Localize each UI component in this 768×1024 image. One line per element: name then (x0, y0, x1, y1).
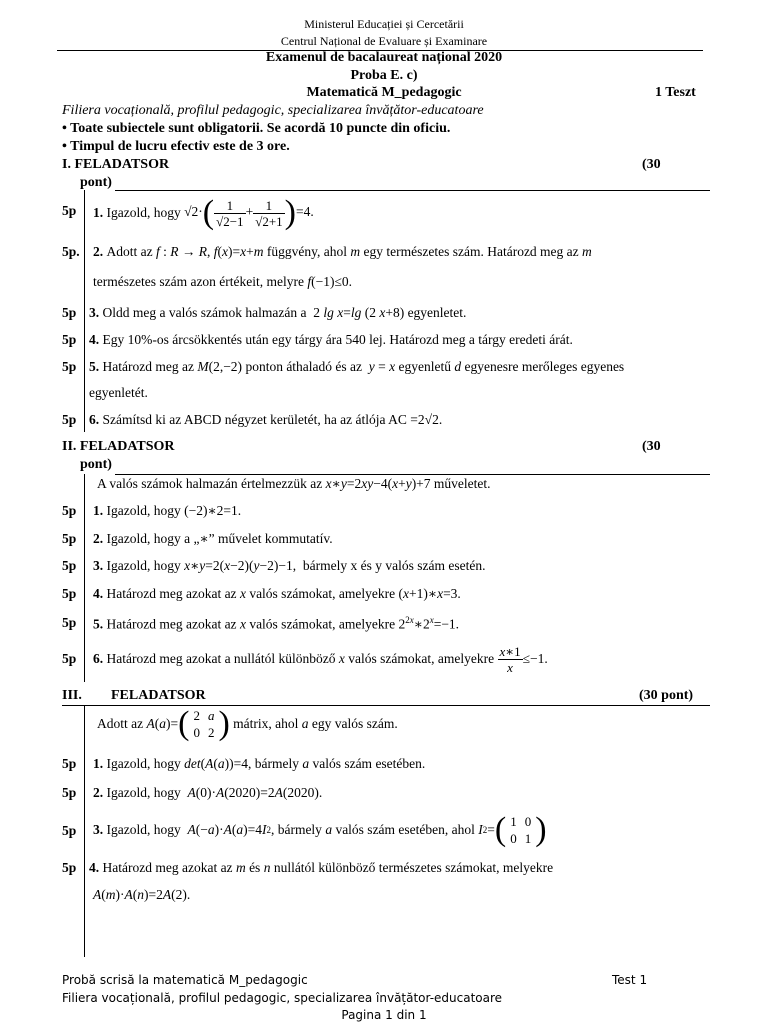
filiera-line: Filiera vocațională, profilul pedagogic, specializarea învățător-educatoare (62, 103, 484, 118)
section1-points-unit: pont) (80, 175, 112, 190)
pts-3-3: 5p (62, 823, 77, 838)
section3-title-num: III. (62, 688, 82, 703)
center-line: Centrul Național de Evaluare și Examinare (280, 34, 488, 48)
pts-2-6: 5p (62, 651, 77, 666)
item-2-4: 4. Határozd meg azokat az x valós számokat, amelyekre (x+1)∗x=3. (93, 586, 461, 601)
item-2-6: 6. Határozd meg azokat a nullától különböző x valós számokat, amelyekre $\frac{x∗1}{x}$ ≤−1. (93, 643, 548, 675)
section2-points-unit: pont) (80, 457, 112, 472)
rule-time: • Timpul de lucru efectiv este de 3 ore. (62, 139, 290, 154)
footer-page: Pagina 1 din 1 (341, 1008, 427, 1022)
item-1-2: 2. Adott az f : R → R, f(x)=x+m függvény, ahol m egy természetes szám. Határozd meg az m (93, 244, 592, 259)
item-2-5: 5. Határozd meg azokat az x valós számokat, amelyekre $2^{2x}∗2^x=-1$. (93, 615, 460, 632)
section2-rule (115, 474, 710, 475)
pts-3-2: 5p (62, 785, 77, 800)
section3-title: FELADATSOR (111, 688, 206, 703)
footer-line1: Probă scrisă la matematică M_pedagogic (62, 973, 308, 987)
pts-2-3: 5p (62, 558, 77, 573)
section3-margin (84, 705, 85, 957)
exam-title: Examenul de bacalaureat național 2020 (265, 50, 503, 65)
pts-3-4: 5p (62, 860, 77, 875)
test-label: 1 Teszt (655, 85, 696, 100)
item-1-5: 5. Határozd meg az M(2,−2) ponton áthaladó és az y = x egyenletű d egyenesre merőleges egyenes (89, 359, 625, 374)
pts-3-1: 5p (62, 756, 77, 771)
pts-1-1: 5p (62, 203, 77, 218)
item-1-1: 1. Igazold, hogy √2·( $\frac{1}{√2-1}$ + $\frac{1}{√2+1}$ )=4. (93, 194, 314, 231)
section2-points: (30 (642, 439, 661, 454)
subject-title: Matematică M_pedagogic (306, 85, 462, 100)
item-3-3: 3. Igazold, hogy A (− a )· A ( a )=4 I 2 , bármely a valós szám esetében, ahol I 2 = ( 1 0 0 1 ) (93, 811, 547, 848)
item-3-1: 1. Igazold, hogy det(A(a))=4, bármely a valós szám esetében. (93, 756, 426, 771)
item-3-4: 4. Határozd meg azokat az m és n nullától különböző természetes számokat, melyekre (89, 860, 554, 875)
item-1-2-cont: természetes szám azon értékeit, melyre f(−1)≤0. (93, 274, 353, 289)
pts-1-2: 5p. (62, 244, 80, 259)
pts-2-2: 5p (62, 531, 77, 546)
item-1-6: 6. Számítsd ki az ABCD négyzet kerületét, ha az átlója AC =2√2. (89, 412, 443, 427)
item-2-1: 1. Igazold, hogy (−2)∗2=1. (93, 503, 242, 518)
pts-2-5: 5p (62, 615, 77, 630)
pts-1-3: 5p (62, 305, 77, 320)
section2-intro: A valós számok halmazán értelmezzük az x∗y=2xy−4(x+y)+7 műveletet. (97, 476, 491, 491)
expr-1-1: √2·( $\frac{1}{√2-1}$ + $\frac{1}{√2+1}$ )=4. (184, 194, 314, 231)
section1-points: (30 (642, 157, 661, 172)
item-3-4-cont: A(m)·A(n)=2A(2). (93, 887, 191, 902)
footer-test: Test 1 (612, 973, 648, 987)
pts-1-5: 5p (62, 359, 77, 374)
item-1-3: 3. Oldd meg a valós számok halmazán a 2 lg x=lg (2 x+8) egyenletet. (89, 305, 467, 320)
item-3-2: 2. Igazold, hogy A(0)·A(2020)=2A(2020). (93, 785, 323, 800)
section3-points: (30 pont) (639, 688, 694, 703)
pts-2-4: 5p (62, 586, 77, 601)
pts-2-1: 5p (62, 503, 77, 518)
ministry-line: Ministerul Educației și Cercetării (304, 17, 464, 31)
item-1-4: 4. Egy 10%-os árcsökkentés után egy tárgy ára 540 lej. Határozd meg a tárgy eredeti árát. (89, 332, 573, 347)
section1-title: I. FELADATSOR (62, 157, 170, 172)
pts-1-6: 5p (62, 412, 77, 427)
footer-line2: Filiera vocațională, profilul pedagogic, specializarea învățător-educatoare (62, 991, 503, 1005)
proba-title: Proba E. c) (350, 68, 418, 83)
pts-1-4: 5p (62, 332, 77, 347)
item-2-2: 2. Igazold, hogy a „∗” művelet kommutatív. (93, 531, 333, 546)
section2-title: II. FELADATSOR (62, 439, 175, 454)
section1-margin (84, 190, 85, 432)
section2-margin (84, 474, 85, 682)
section3-intro: Adott az A ( a )= ( 2 a 0 2 ) mátrix, ahol a egy valós szám. (97, 705, 398, 742)
rule-obligatory: • Toate subiectele sunt obligatorii. Se acordă 10 puncte din oficiu. (62, 121, 451, 136)
item-2-3: 3. Igazold, hogy x∗y=2(x−2)(y−2)−1, bármely x és y valós szám esetén. (93, 558, 486, 573)
item-1-5-cont: egyenletét. (89, 385, 148, 400)
